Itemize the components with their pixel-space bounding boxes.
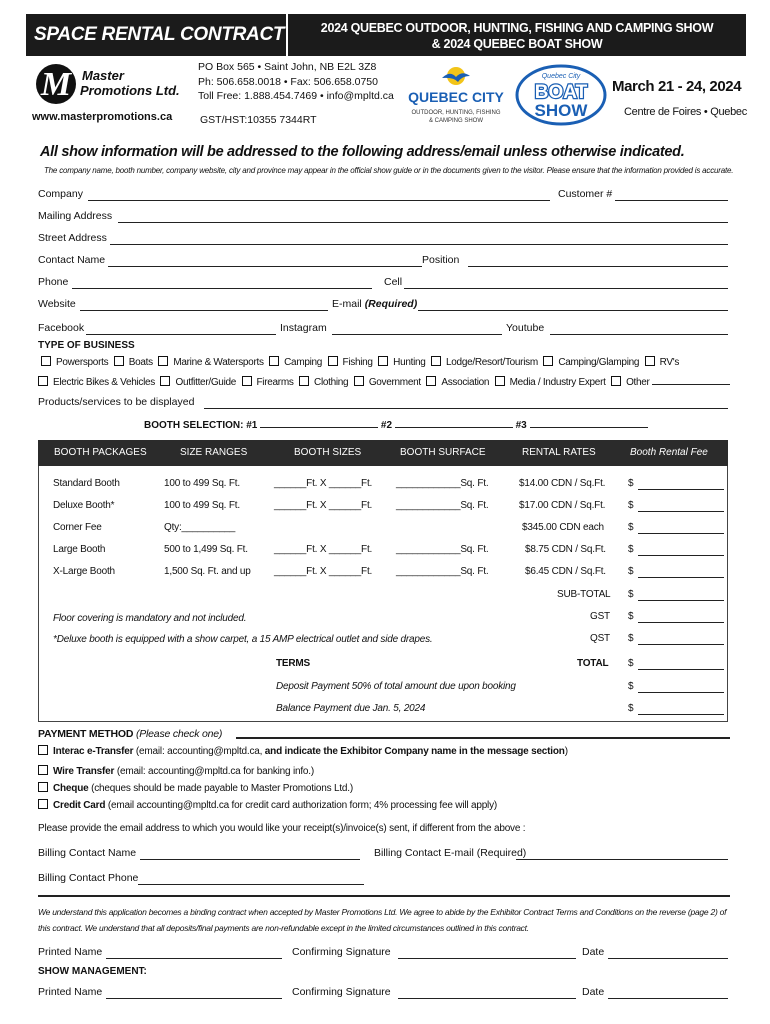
business-option[interactable]: Hunting: [375, 357, 425, 368]
quebec-sub1: OUTDOOR, HUNTING, FISHING: [411, 110, 501, 116]
business-option[interactable]: Electric Bikes & Vehicles: [38, 377, 155, 388]
payment-rule: [236, 737, 730, 739]
checkbox[interactable]: [426, 376, 436, 386]
checkbox[interactable]: [242, 376, 252, 386]
business-option[interactable]: Fishing: [325, 357, 373, 368]
company-contact-block: [198, 60, 394, 104]
business-row-1: [38, 356, 679, 368]
fee-input[interactable]: [638, 577, 724, 578]
checkbox[interactable]: [38, 782, 48, 792]
checkbox[interactable]: [611, 376, 621, 386]
business-option[interactable]: Camping/Glamping: [540, 357, 639, 368]
dollar-sign: $: [628, 633, 634, 644]
row-package: X-Large Booth: [53, 566, 115, 577]
deluxe-note: *Deluxe booth is equipped with a show carpet, a 15 AMP electrical outlet and side drapes.: [53, 634, 433, 645]
section-divider: [38, 895, 730, 897]
billing-name-input[interactable]: [140, 859, 360, 860]
boat-show-logo: [514, 64, 608, 126]
row-surface-input[interactable]: ____________Sq. Ft.: [396, 544, 489, 555]
mailing-row: [38, 210, 728, 226]
products-row: [38, 396, 728, 412]
billing-email-label: Billing Contact E-mail (Required): [374, 847, 527, 859]
header-bar: [26, 14, 746, 56]
row-package: Deluxe Booth*: [53, 500, 115, 511]
row-rate: $6.45 CDN / Sq.Ft.: [525, 566, 606, 577]
company-input[interactable]: [88, 200, 550, 201]
company-address: PO Box 565 • Saint John, NB E2L 3Z8: [198, 61, 377, 73]
date-label: Date: [582, 946, 605, 958]
billing-phone-row: [38, 872, 728, 888]
business-option[interactable]: Camping: [266, 357, 322, 368]
show-management-label: SHOW MANAGEMENT:: [38, 966, 147, 977]
fee-input[interactable]: [638, 555, 724, 556]
payment-title-label: PAYMENT METHOD: [38, 728, 134, 740]
youtube-input[interactable]: [550, 334, 728, 335]
contact-name-input[interactable]: [108, 266, 422, 267]
row-size-input[interactable]: ______Ft. X ______Ft.: [274, 566, 373, 577]
cheque-label: Cheque: [53, 783, 89, 794]
deposit-terms: Deposit Payment 50% of total amount due upon booking: [276, 681, 516, 692]
checkbox[interactable]: [114, 356, 124, 366]
show-title-line1: 2024 QUEBEC OUTDOOR, HUNTING, FISHING AND CAMPING SHOW: [320, 21, 714, 35]
row-package: Corner Fee: [53, 522, 102, 533]
checkbox[interactable]: [38, 376, 48, 386]
dollar-sign: $: [628, 544, 634, 555]
business-option[interactable]: RV's: [642, 357, 679, 368]
business-option[interactable]: Firearms: [239, 377, 294, 388]
quebec-city-show-logo: [406, 64, 506, 128]
agreement-text: We understand this application becomes a binding contract when accepted by Master Promotions Ltd. We agree to abide by the Exhibitor Contract Terms and Conditions on the reverse (page 2) of this contract. We understand that all deposits/final payments are non-refundable except in the limited circumstances outlined in this contract.: [38, 907, 727, 933]
products-input[interactable]: [204, 408, 728, 409]
row-rate: $14.00 CDN / Sq.Ft.: [519, 478, 606, 489]
svg-text:M: M: [40, 66, 72, 103]
date-input[interactable]: [608, 998, 728, 999]
business-option[interactable]: Government: [351, 377, 421, 388]
row-rate: $8.75 CDN / Sq.Ft.: [525, 544, 606, 555]
deposit-input[interactable]: [638, 692, 724, 693]
dollar-sign: $: [628, 681, 634, 692]
balance-terms: Balance Payment due Jan. 5, 2024: [276, 703, 426, 714]
signature-input[interactable]: [398, 998, 576, 999]
business-option[interactable]: Media / Industry Expert: [492, 377, 606, 388]
interac-text: (email: accounting@mpltd.ca,: [135, 746, 263, 757]
payment-option-credit[interactable]: [38, 799, 497, 811]
signature-input[interactable]: [398, 958, 576, 959]
billing-name-label: Billing Contact Name: [38, 847, 137, 859]
other-input[interactable]: [652, 384, 730, 385]
row-surface-input[interactable]: ____________Sq. Ft.: [396, 566, 489, 577]
position-label: Position: [422, 254, 460, 266]
quebec-city-label: QUEBEC CITY: [408, 89, 504, 105]
checkbox[interactable]: [269, 356, 279, 366]
company-row: [38, 188, 728, 204]
checkbox[interactable]: [328, 356, 338, 366]
checkbox[interactable]: [431, 356, 441, 366]
qst-input[interactable]: [638, 644, 724, 645]
business-option[interactable]: Other: [608, 377, 650, 388]
show-title: [288, 20, 746, 52]
contract-title: SPACE RENTAL CONTRACT: [34, 24, 285, 45]
facebook-label: Facebook: [38, 322, 85, 334]
interac-note: and indicate the Exhibitor Company name in the message section: [264, 746, 565, 757]
row-range: 500 to 1,499 Sq. Ft.: [164, 544, 248, 555]
event-venue: Centre de Foires • Quebec: [624, 106, 747, 118]
dollar-sign: $: [628, 703, 634, 714]
checkbox[interactable]: [158, 356, 168, 366]
checkbox[interactable]: [41, 356, 51, 366]
receipt-note: Please provide the email address to which you would like your receipt(s)/invoice(s) sent, if different from the above :: [38, 823, 526, 834]
checkbox[interactable]: [378, 356, 388, 366]
checkbox[interactable]: [38, 799, 48, 809]
booth-2-label: #2: [380, 420, 393, 431]
row-size-input[interactable]: ______Ft. X ______Ft.: [274, 544, 373, 555]
credit-label: Credit Card: [53, 800, 106, 811]
col-booth-surface: BOOTH SURFACE: [400, 447, 486, 458]
checkbox[interactable]: [160, 376, 170, 386]
billing-email-input[interactable]: [516, 859, 728, 860]
event-dates: March 21 - 24, 2024: [612, 78, 742, 95]
notice-subtext: The company name, booth number, company website, city and province may appear in the official show guide or in the documents given to the visitor. Please ensure that the information provided is accurate.: [44, 166, 734, 175]
business-option[interactable]: Lodge/Resort/Tourism: [428, 357, 538, 368]
cheque-text: (cheques should be made payable to Master Promotions Ltd.): [91, 783, 353, 794]
interac-end: ): [564, 746, 568, 757]
boat-label: BOAT: [534, 82, 588, 103]
booth-3-label: #3: [515, 420, 527, 431]
cell-label: Cell: [384, 276, 403, 288]
company-url: www.masterpromotions.ca: [32, 111, 173, 123]
mailing-label: Mailing Address: [38, 210, 113, 222]
show-label: SHOW: [534, 101, 588, 120]
business-option[interactable]: Association: [423, 377, 489, 388]
col-rental-rates: RENTAL RATES: [522, 447, 596, 458]
quebec-sub2: & CAMPING SHOW: [428, 118, 484, 124]
total-label: TOTAL: [577, 658, 609, 669]
billing-phone-input[interactable]: [138, 884, 364, 885]
row-surface-input[interactable]: ____________Sq. Ft.: [396, 500, 489, 511]
printed-name-input[interactable]: [106, 998, 282, 999]
fee-input[interactable]: [638, 511, 724, 512]
master-promotions-logo: [34, 62, 184, 106]
row-range: 1,500 Sq. Ft. and up: [164, 566, 251, 577]
signature-row-exhibitor: [38, 946, 728, 962]
business-option[interactable]: Clothing: [296, 377, 348, 388]
dollar-sign: $: [628, 589, 634, 600]
booth-1-input[interactable]: [260, 427, 378, 428]
notice-heading: All show information will be addressed to the following address/email unless otherwise indicated.: [40, 144, 685, 160]
gst-label: GST: [590, 611, 610, 622]
business-type-title: TYPE OF BUSINESS: [38, 340, 135, 351]
printed-name-input[interactable]: [106, 958, 282, 959]
products-label: Products/services to be displayed: [38, 396, 195, 408]
row-package: Standard Booth: [53, 478, 120, 489]
row-rate: $17.00 CDN / Sq.Ft.: [519, 500, 606, 511]
credit-text: (email accounting@mpltd.ca for credit card authorization form; 4% processing fee will apply): [107, 800, 498, 811]
position-input[interactable]: [468, 266, 728, 267]
subtotal-input[interactable]: [638, 600, 724, 601]
booth-selection: [144, 420, 648, 431]
booth-2-input[interactable]: [395, 427, 513, 428]
phone-input[interactable]: [72, 288, 372, 289]
payment-title: [38, 728, 222, 740]
website-row: [38, 298, 728, 314]
business-option[interactable]: Powersports: [38, 357, 108, 368]
street-row: [38, 232, 728, 248]
instagram-input[interactable]: [332, 334, 502, 335]
balance-input[interactable]: [638, 714, 724, 715]
booth-table-header: [38, 440, 728, 466]
business-option[interactable]: Boats: [111, 357, 153, 368]
customer-no-label: Customer #: [558, 188, 613, 200]
instagram-label: Instagram: [280, 322, 327, 334]
row-range: 100 to 499 Sq. Ft.: [164, 500, 240, 511]
email-input[interactable]: [418, 310, 728, 311]
printed-name-label: Printed Name: [38, 946, 103, 958]
customer-no-input[interactable]: [615, 200, 728, 201]
company-label: Company: [38, 188, 83, 200]
signature-label: Confirming Signature: [292, 986, 391, 998]
email-required: (Required): [364, 298, 418, 310]
logo-line2: Promotions Ltd.: [80, 83, 180, 98]
email-label-text: E-mail: [332, 298, 362, 310]
contact-row: [38, 254, 728, 270]
street-input[interactable]: [110, 244, 728, 245]
billing-phone-label: Billing Contact Phone: [38, 872, 139, 884]
company-tollfree: Toll Free: 1.888.454.7469 • info@mpltd.ca: [198, 90, 394, 102]
website-input[interactable]: [80, 310, 328, 311]
street-label: Street Address: [38, 232, 107, 244]
col-booth-packages: BOOTH PACKAGES: [54, 447, 147, 458]
social-row: [38, 322, 728, 338]
payment-title-note: (Please check one): [135, 728, 223, 740]
checkbox[interactable]: [38, 745, 48, 755]
business-row-2: [38, 376, 730, 388]
checkbox[interactable]: [543, 356, 553, 366]
dollar-sign: $: [628, 611, 634, 622]
row-size-input[interactable]: ______Ft. X ______Ft.: [274, 500, 373, 511]
total-input[interactable]: [638, 669, 724, 670]
company-phone-fax: Ph: 506.658.0018 • Fax: 506.658.0750: [198, 75, 378, 88]
checkbox[interactable]: [299, 376, 309, 386]
boat-top-label: Quebec City: [541, 73, 581, 80]
checkbox[interactable]: [38, 765, 48, 775]
gst-input[interactable]: [638, 622, 724, 623]
business-option[interactable]: Outfitter/Guide: [157, 377, 236, 388]
fee-input[interactable]: [638, 489, 724, 490]
show-title-line2: & 2024 QUEBEC BOAT SHOW: [431, 37, 603, 51]
header-title-block: [26, 14, 288, 56]
email-label: [332, 298, 417, 310]
signature-row-management: [38, 986, 728, 1002]
payment-option-interac[interactable]: [38, 745, 568, 757]
youtube-label: Youtube: [506, 322, 545, 334]
row-size-input[interactable]: ______Ft. X ______Ft.: [274, 478, 373, 489]
row-range: 100 to 499 Sq. Ft.: [164, 478, 240, 489]
facebook-input[interactable]: [86, 334, 276, 335]
signature-label: Confirming Signature: [292, 946, 391, 958]
corner-qty-input[interactable]: Qty:__________: [164, 522, 236, 533]
wire-text: (email: accounting@mpltd.ca for banking info.): [116, 766, 314, 777]
checkbox[interactable]: [354, 376, 364, 386]
payment-option-cheque[interactable]: [38, 782, 353, 794]
checkbox[interactable]: [495, 376, 505, 386]
row-package: Large Booth: [53, 544, 106, 555]
fee-input[interactable]: [638, 533, 724, 534]
payment-option-wire[interactable]: [38, 765, 314, 777]
qst-label: QST: [590, 633, 610, 644]
dollar-sign: $: [628, 658, 634, 669]
wire-label: Wire Transfer: [53, 766, 115, 777]
phone-label: Phone: [38, 276, 69, 288]
dollar-sign: $: [628, 478, 634, 489]
subtotal-label: SUB-TOTAL: [557, 589, 611, 600]
interac-label: Interac e-Transfer: [53, 746, 134, 757]
phone-row: [38, 276, 728, 292]
date-input[interactable]: [608, 958, 728, 959]
floor-note: Floor covering is mandatory and not included.: [53, 613, 247, 624]
terms-label: TERMS: [276, 658, 311, 669]
row-surface-input[interactable]: ____________Sq. Ft.: [396, 478, 489, 489]
gst-number: GST/HST:10355 7344RT: [200, 114, 317, 126]
dollar-sign: $: [628, 566, 634, 577]
dollar-sign: $: [628, 522, 634, 533]
printed-name-label: Printed Name: [38, 986, 103, 998]
website-label: Website: [38, 298, 76, 310]
col-rental-fee: Booth Rental Fee: [630, 447, 708, 458]
booth-selection-label: BOOTH SELECTION: #1: [144, 420, 258, 431]
col-size-ranges: SIZE RANGES: [180, 447, 248, 458]
col-booth-sizes: BOOTH SIZES: [294, 447, 362, 458]
cell-input[interactable]: [404, 288, 728, 289]
billing-row: [38, 847, 728, 863]
logo-line1: Master: [82, 68, 124, 83]
contact-name-label: Contact Name: [38, 254, 106, 266]
checkbox[interactable]: [645, 356, 655, 366]
business-option[interactable]: Marine & Watersports: [155, 357, 263, 368]
row-rate: $345.00 CDN each: [522, 522, 604, 533]
mailing-input[interactable]: [118, 222, 728, 223]
dollar-sign: $: [628, 500, 634, 511]
date-label: Date: [582, 986, 605, 998]
booth-3-input[interactable]: [530, 427, 648, 428]
